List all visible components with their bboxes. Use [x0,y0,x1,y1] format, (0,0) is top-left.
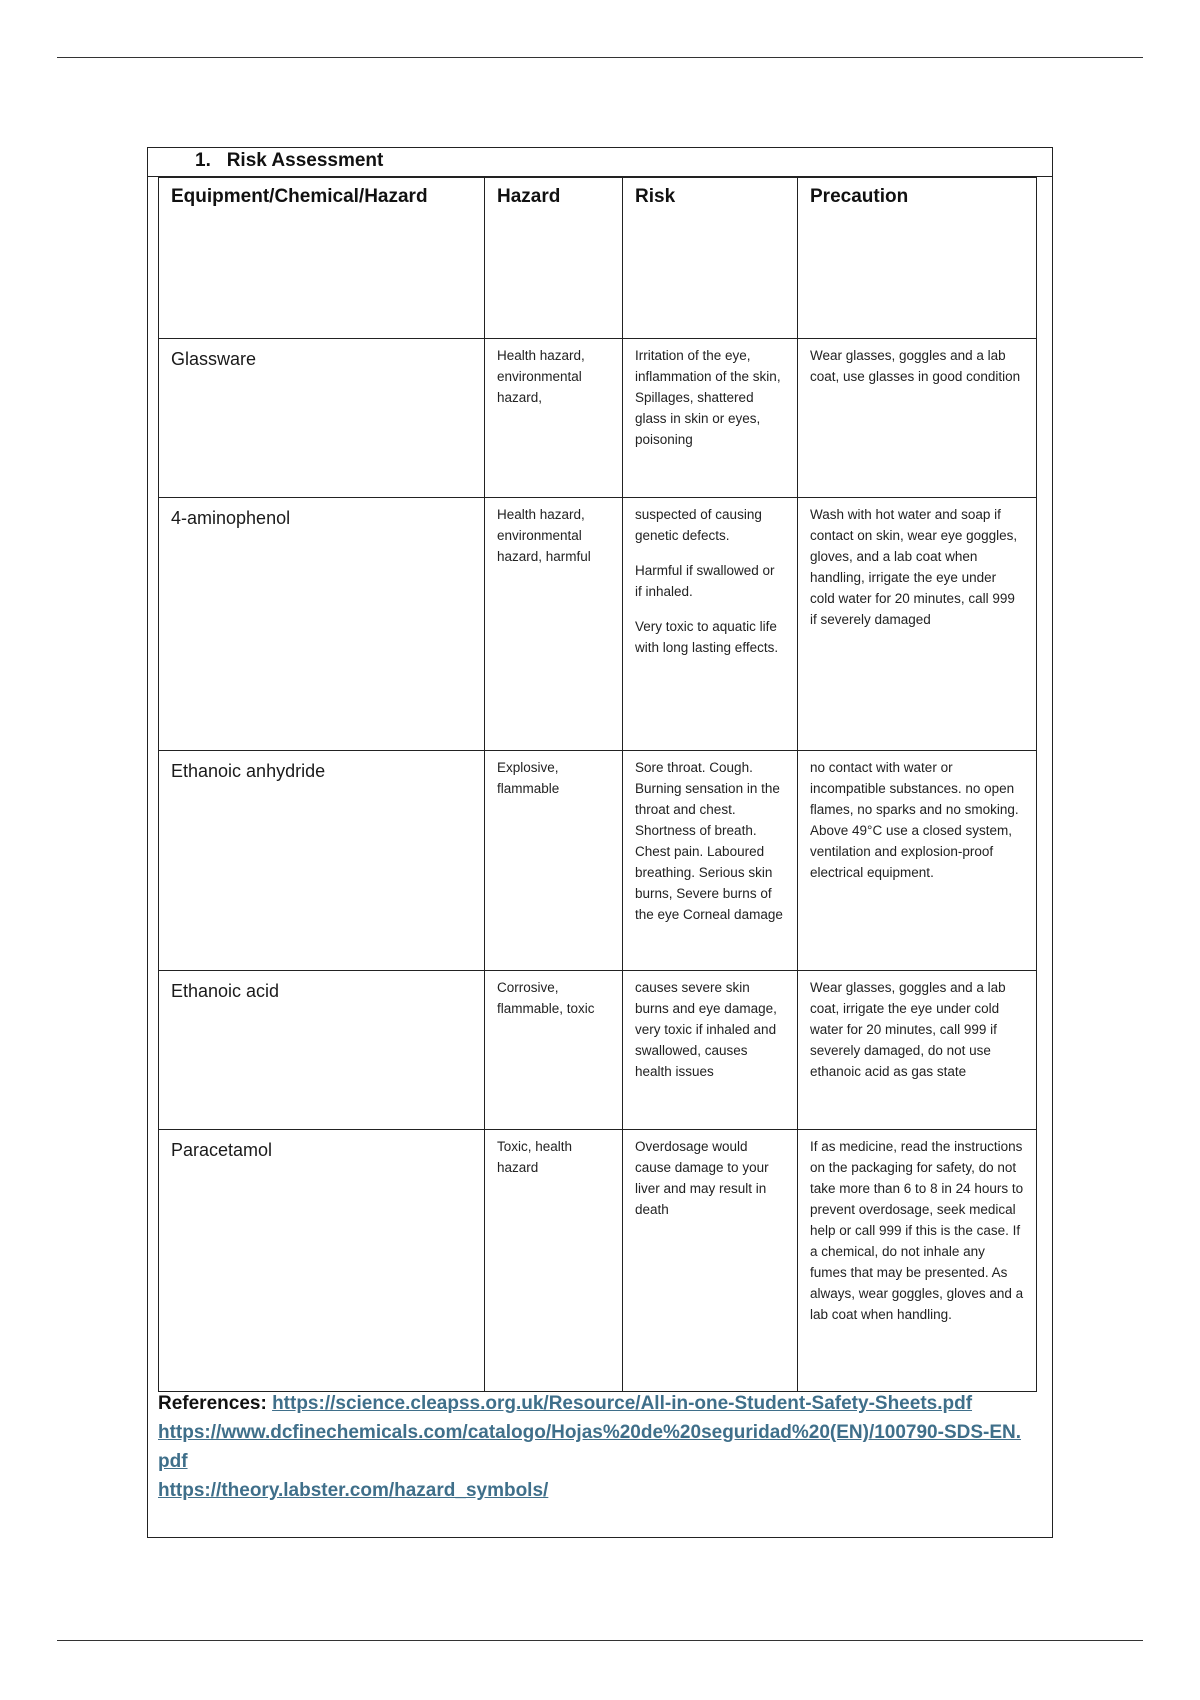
section-title: Risk Assessment [226,150,384,171]
section-heading [195,150,383,172]
page-top-rule [57,57,1143,58]
risk-assessment-frame [147,147,1053,1538]
risk-text: Overdosage would cause damage to your liver and may result in death [635,1139,769,1217]
risk-text: Harmful if swallowed or if inhaled. [635,563,775,599]
cell-hazard: Health hazard, environmental hazard, harmful [485,498,623,751]
table-row [159,498,1037,751]
references-label: References: [158,1393,267,1414]
cell-risk [623,971,798,1130]
cell-hazard: Explosive, flammable [485,751,623,971]
table-header-row [159,178,1037,339]
cell-item: Glassware [159,339,485,498]
risk-assessment-table [158,177,1037,1392]
page-bottom-rule [57,1640,1143,1641]
header-equipment: Equipment/Chemical/Hazard [159,178,485,339]
cell-risk [623,339,798,498]
cell-precaution: If as medicine, read the instructions on the packaging for safety, do not take more than 6 to 8 in 24 hours to prevent overdosage, seek medical help or call 999 if this is the case. If a chemical, do not inhale any fumes that may be presented. As always, wear goggles, gloves and a lab coat when handling. [798,1130,1037,1392]
cell-risk [623,1130,798,1392]
cell-precaution: Wear glasses, goggles and a lab coat, use glasses in good condition [798,339,1037,498]
risk-text: causes severe skin burns and eye damage, very toxic if inhaled and swallowed, causes health issues [635,980,777,1079]
cell-item: Paracetamol [159,1130,485,1392]
cell-item: Ethanoic anhydride [159,751,485,971]
cell-precaution: no contact with water or incompatible substances. no open flames, no sparks and no smoking. Above 49°C use a closed system, ventilation and explosion-proof electrical equipment. [798,751,1037,971]
risk-text: Irritation of the eye, inflammation of the skin, Spillages, shattered glass in skin or eyes, poisoning [635,348,781,447]
table-row [159,971,1037,1130]
header-precaution: Precaution [798,178,1037,339]
reference-link-dcfinechemicals[interactable]: https://www.dcfinechemicals.com/catalogo/Hojas%20de%20seguridad%20(EN)/100790-SDS-EN.pdf [158,1422,1022,1472]
reference-link-labster[interactable]: https://theory.labster.com/hazard_symbols/ [158,1480,549,1501]
risk-text: suspected of causing genetic defects. [635,507,762,543]
table-row [159,751,1037,971]
cell-hazard: Corrosive, flammable, toxic [485,971,623,1130]
cell-item: 4-aminophenol [159,498,485,751]
cell-hazard: Toxic, health hazard [485,1130,623,1392]
cell-precaution: Wear glasses, goggles and a lab coat, irrigate the eye under cold water for 20 minutes, call 999 if severely damaged, do not use ethanoic acid as gas state [798,971,1037,1130]
cell-precaution: Wash with hot water and soap if contact on skin, wear eye goggles, gloves, and a lab coat when handling, irrigate the eye under cold water for 20 minutes, call 999 if severely damaged [798,498,1037,751]
risk-text: Very toxic to aquatic life with long lasting effects. [635,619,779,655]
risk-text: Sore throat. Cough. Burning sensation in the throat and chest. Shortness of breath. Chest pain. Laboured breathing. Serious skin burns, Severe burns of the eye Corneal damage [635,760,783,922]
references-block [158,1389,1028,1505]
reference-link-cleapss[interactable]: https://science.cleapss.org.uk/Resource/All-in-one-Student-Safety-Sheets.pdf [272,1393,973,1414]
cell-item: Ethanoic acid [159,971,485,1130]
table-row [159,339,1037,498]
header-hazard: Hazard [485,178,623,339]
cell-risk [623,498,798,751]
section-number: 1. [195,150,211,171]
cell-hazard: Health hazard, environmental hazard, [485,339,623,498]
cell-risk [623,751,798,971]
header-risk: Risk [623,178,798,339]
table-row [159,1130,1037,1392]
